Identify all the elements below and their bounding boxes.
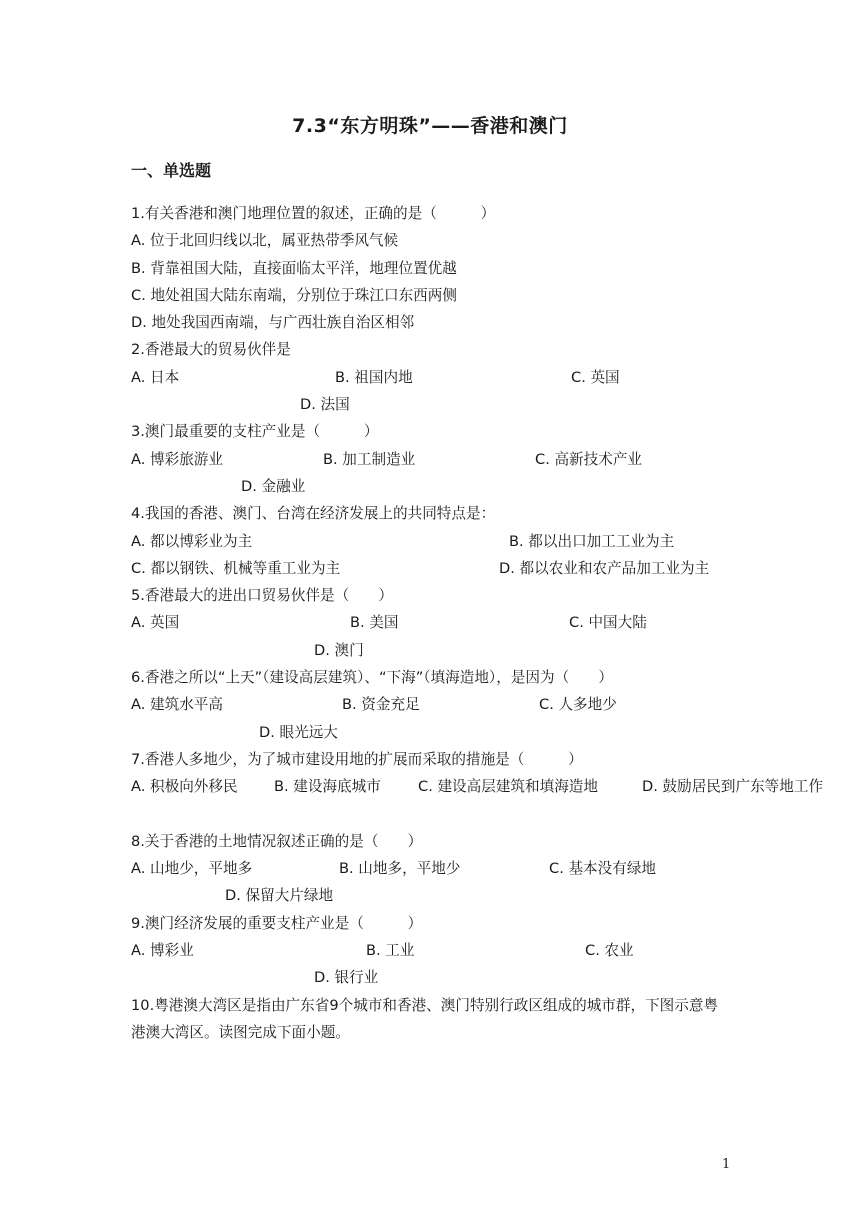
question-9 <box>131 910 731 937</box>
option-b: B. 都以出口加工工业为主 <box>509 532 675 550</box>
question-stem: 3.澳门最重要的支柱产业是（ ） <box>131 423 379 441</box>
option-a: A. 博彩业 <box>131 942 194 960</box>
question-5 <box>131 582 731 609</box>
document-title: 7.3“东方明珠”——香港和澳门 <box>292 115 568 137</box>
option-c: C. 人多地少 <box>539 696 617 714</box>
question-8 <box>131 828 731 855</box>
question-stem: 9.澳门经济发展的重要支柱产业是（ ） <box>131 914 423 932</box>
option-a: A. 山地少，平地多 <box>131 860 253 878</box>
option-c: C. 英国 <box>571 368 620 386</box>
option-a: A. 都以博彩业为主 <box>131 532 253 550</box>
option-c: C. 基本没有绿地 <box>549 860 657 878</box>
option-a: A. 建筑水平高 <box>131 696 223 714</box>
option-d: D. 都以农业和农产品加工业为主 <box>499 559 710 577</box>
option-b: B. 工业 <box>366 942 415 960</box>
option-d: D. 银行业 <box>314 969 379 987</box>
option-c: C. 都以钢铁、机械等重工业为主 <box>131 559 341 577</box>
option-d: D. 眼光远大 <box>259 723 338 741</box>
option-b: B. 背靠祖国大陆，直接面临太平洋，地理位置优越 <box>131 259 457 277</box>
question-stem: 2.香港最大的贸易伙伴是 <box>131 341 291 359</box>
option-c: C. 农业 <box>585 942 634 960</box>
question-stem: 7.香港人多地少，为了城市建设用地的扩展而采取的措施是（ ） <box>131 750 583 768</box>
option-b: B. 建设海底城市 <box>274 778 381 796</box>
question-4 <box>131 500 731 527</box>
question-10 <box>131 992 731 1047</box>
option-c: C. 建设高层建筑和填海造地 <box>418 778 599 796</box>
option-b: B. 美国 <box>350 614 399 632</box>
question-3 <box>131 418 731 445</box>
question-stem: 5.香港最大的进出口贸易伙伴是（ ） <box>131 587 394 605</box>
option-a: A. 位于北回归线以北，属亚热带季风气候 <box>131 232 399 250</box>
option-d: D. 保留大片绿地 <box>225 887 334 905</box>
option-b: B. 加工制造业 <box>323 450 416 468</box>
option-c: C. 高新技术产业 <box>535 450 643 468</box>
option-a: A. 博彩旅游业 <box>131 450 223 468</box>
question-1 <box>131 200 731 227</box>
question-2 <box>131 336 731 363</box>
question-7 <box>131 746 731 773</box>
question-stem: 8.关于香港的土地情况叙述正确的是（ ） <box>131 832 423 850</box>
option-d: D. 澳门 <box>314 641 364 659</box>
question-stem: 6.香港之所以“上天”（建设高层建筑）、“下海”（填海造地），是因为（ ） <box>131 669 613 687</box>
question-stem: 4.我国的香港、澳门、台湾在经济发展上的共同特点是： <box>131 505 496 523</box>
option-c: C. 中国大陆 <box>569 614 647 632</box>
option-b: B. 资金充足 <box>342 696 420 714</box>
question-list <box>131 200 824 1046</box>
option-d: D. 金融业 <box>241 477 306 495</box>
option-d: D. 法国 <box>300 396 350 414</box>
question-stem: 1.有关香港和澳门地理位置的叙述，正确的是（ ） <box>131 205 496 222</box>
option-a: A. 英国 <box>131 614 180 632</box>
option-b: B. 祖国内地 <box>335 368 413 386</box>
option-a: A. 积极向外移民 <box>131 778 238 796</box>
option-a: A. 日本 <box>131 368 180 386</box>
question-stem: 10.粤港澳大湾区是指由广东省9个城市和香港、澳门特别行政区组成的城市群，下图示意粤港澳大湾区。读图完成下面小题。 <box>131 996 719 1041</box>
option-d: D. 鼓励居民到广东等地工作 <box>642 778 824 796</box>
option-d: D. 地处我国西南端，与广西壮族自治区相邻 <box>131 314 415 332</box>
section-heading: 一、单选题 <box>131 161 212 180</box>
option-c: C. 地处祖国大陆东南端，分别位于珠江口东西两侧 <box>131 286 457 304</box>
option-b: B. 山地多，平地少 <box>339 860 461 878</box>
question-6 <box>131 664 731 691</box>
page-number: 1 <box>722 1157 731 1172</box>
